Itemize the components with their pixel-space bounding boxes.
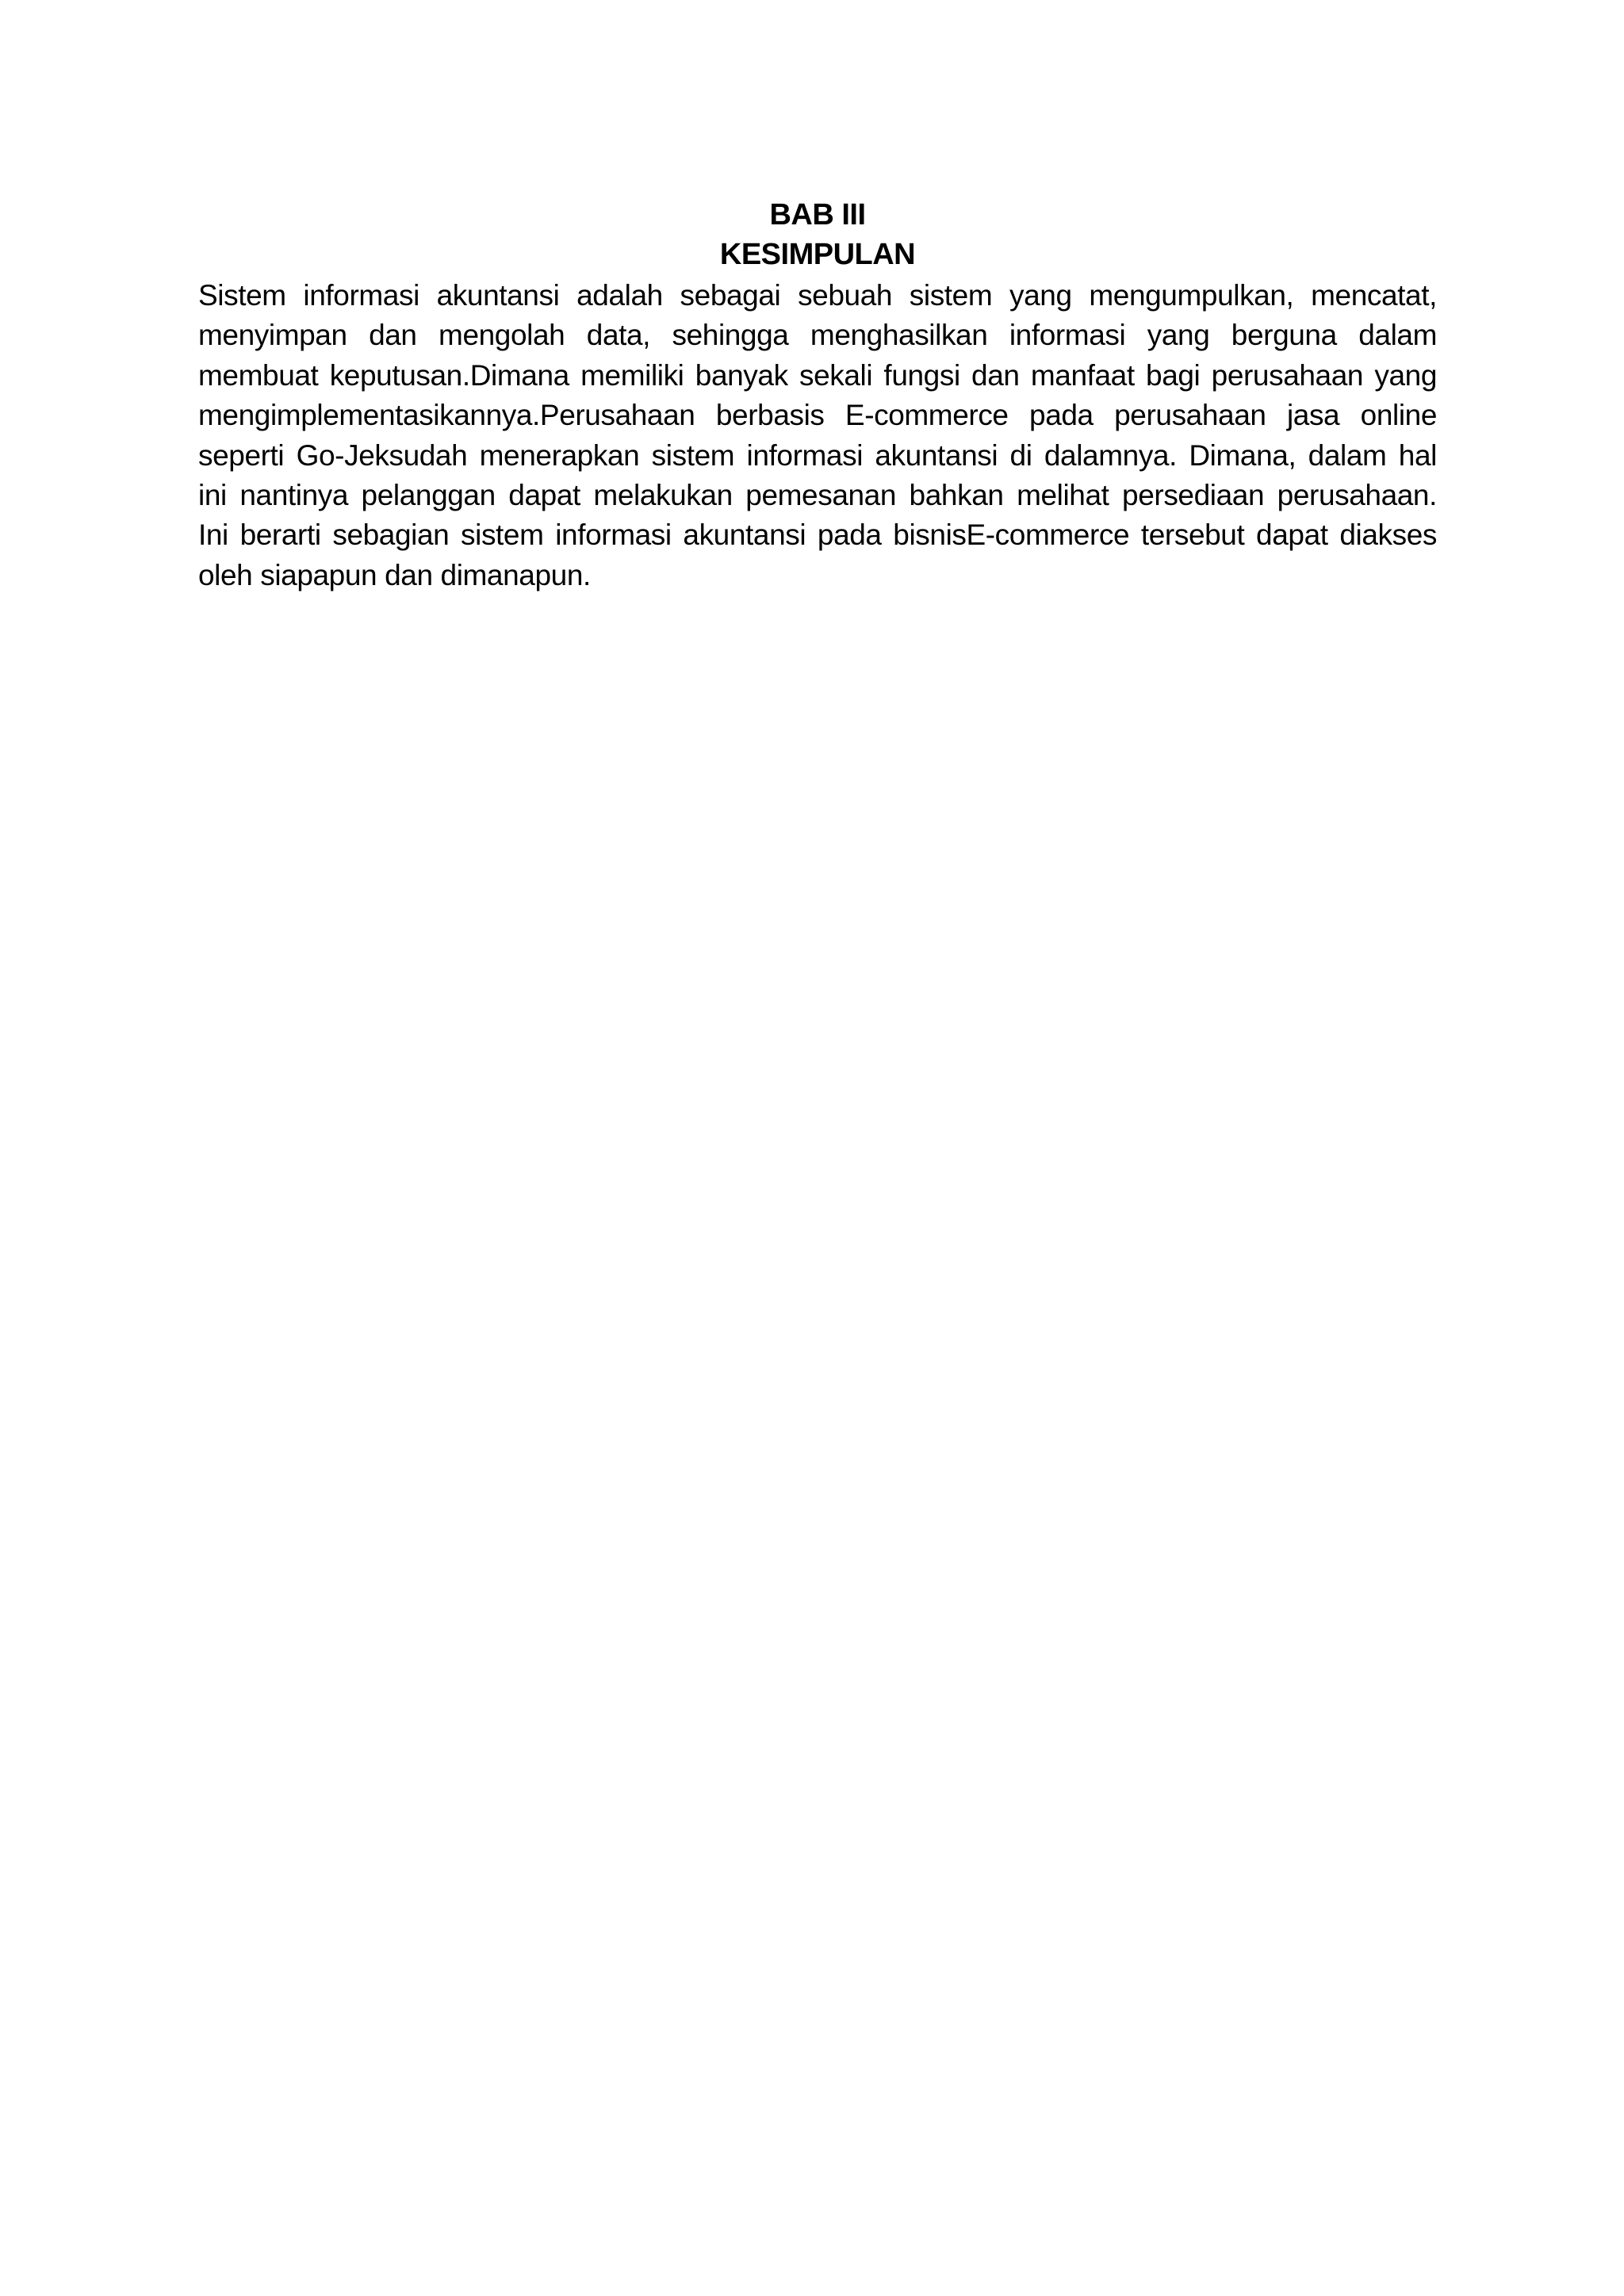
paragraph-line-last: oleh siapapun dan dimanapun. xyxy=(198,558,591,591)
paragraph-line: membuat keputusan.Dimana memiliki banyak sekali fungsi dan manfaat bagi perusahaan yang xyxy=(198,358,1437,392)
chapter-title: KESIMPULAN xyxy=(719,238,916,271)
paragraph-line: seperti Go-Jeksudah menerapkan sistem informasi akuntansi di dalamnya. Dimana, dalam hal xyxy=(198,438,1437,472)
chapter-heading xyxy=(198,195,1437,274)
paragraph-line: Sistem informasi akuntansi adalah sebagai sebuah sistem yang mengumpulkan, mencatat, xyxy=(198,279,1437,312)
paragraph-line: ini nantinya pelanggan dapat melakukan pemesanan bahkan melihat persediaan perusahaan. xyxy=(198,479,1437,512)
paragraph-line: menyimpan dan mengolah data, sehingga menghasilkan informasi yang berguna dalam xyxy=(198,319,1437,352)
conclusion-paragraph xyxy=(198,276,1437,595)
paragraph-line: Ini berarti sebagian sistem informasi akuntansi pada bisnisE-commerce tersebut dapat diakses xyxy=(198,519,1437,552)
chapter-number: BAB III xyxy=(769,198,866,232)
paragraph-line: mengimplementasikannya.Perusahaan berbasis E-commerce pada perusahaan jasa online xyxy=(198,399,1437,432)
